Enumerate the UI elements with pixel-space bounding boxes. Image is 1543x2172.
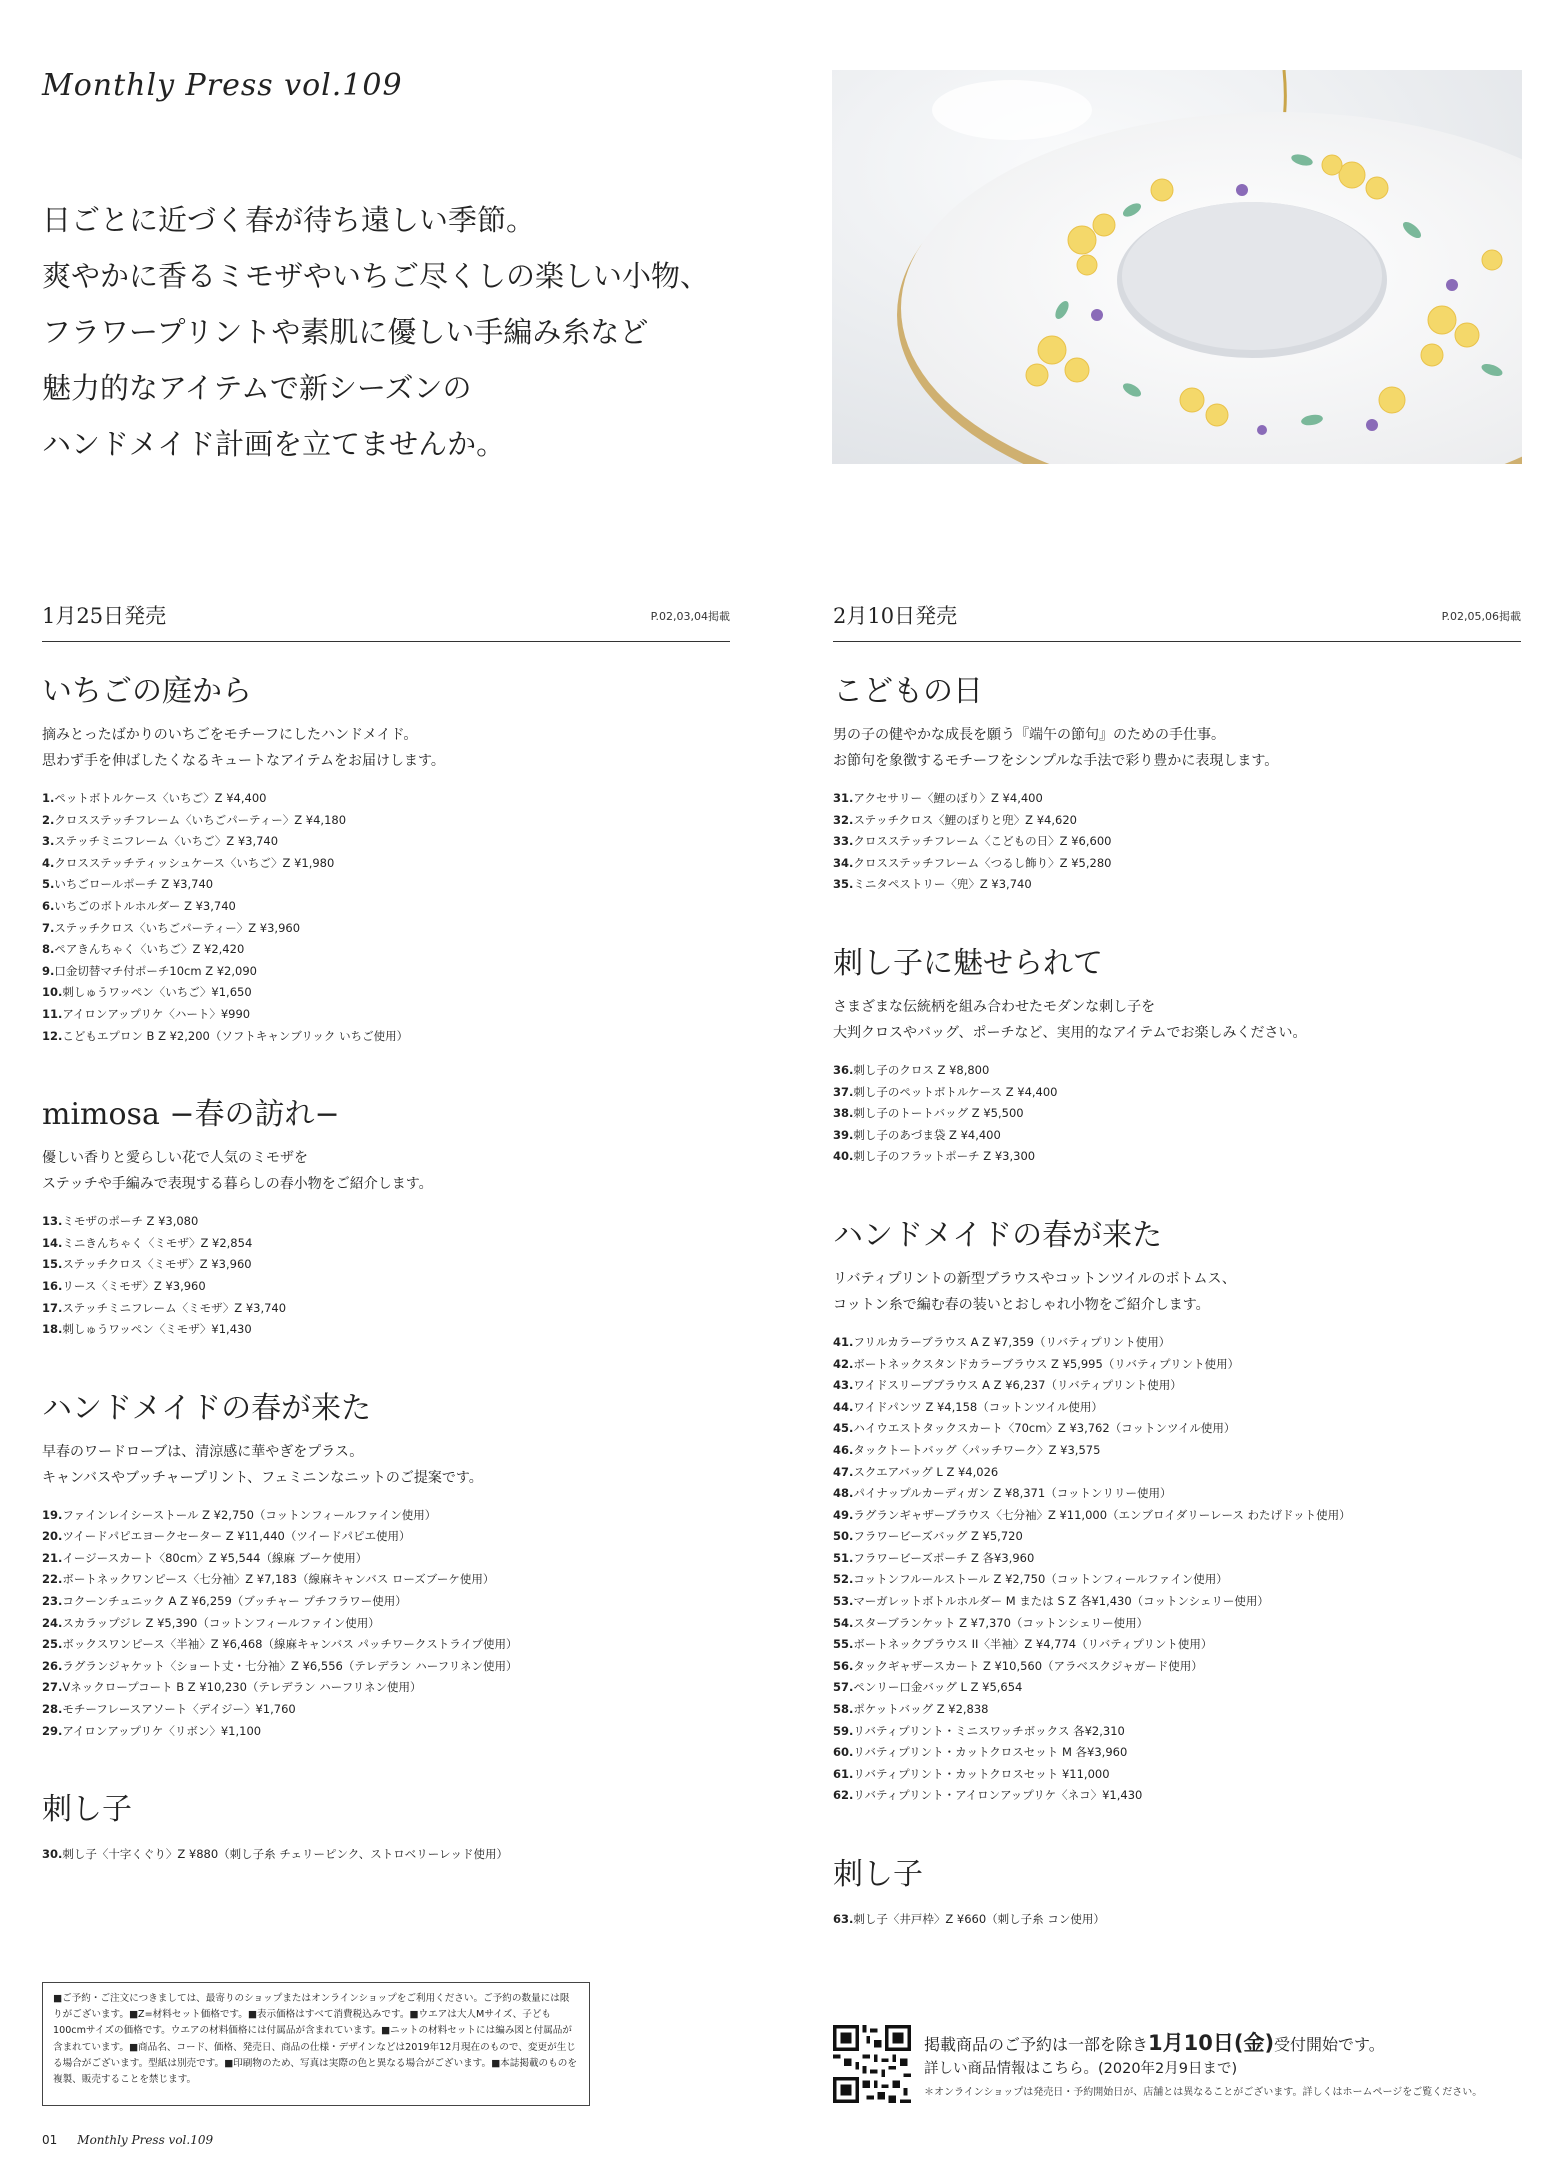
item-text: 刺し子〈井戸枠〉Z ¥660（刺し子糸 コン使用） — [853, 1912, 1105, 1926]
item-text: 口金切替マチ付ポーチ10cm Z ¥2,090 — [54, 963, 257, 978]
section-title: ハンドメイドの春が来た — [833, 1217, 1163, 1253]
description-line: 男の子の健やかな成長を願う『端午の節句』のための手仕事。 — [833, 727, 1225, 743]
description-line: ステッチや手編みで表現する暮らしの春小物をご紹介します。 — [42, 1176, 433, 1193]
item-number: 61. — [833, 1766, 854, 1781]
masthead: Monthly Press vol.109 — [42, 68, 403, 103]
release-date: 1月25日発売 — [42, 604, 167, 628]
item-number: 5. — [42, 877, 55, 892]
item-text: 刺し子〈十字くぐり〉Z ¥880（刺し子糸 チェリーピンク、ストロベリーレッド使用） — [62, 1847, 508, 1862]
item-text: モチーフレースアソート〈デイジー〉¥1,760 — [62, 1702, 296, 1717]
item-text: ファインレイシーストール Z ¥2,750（コットンフィールファイン使用） — [62, 1507, 437, 1522]
release-date: 2月10日発売 — [833, 604, 958, 628]
item-number: 22. — [42, 1572, 63, 1587]
product-item — [833, 1569, 1521, 1591]
product-item — [42, 918, 730, 940]
product-list — [42, 1505, 730, 1743]
product-item — [833, 1125, 1521, 1147]
product-item — [42, 961, 730, 983]
item-text: クロスステッチフレーム〈つるし飾り〉Z ¥5,280 — [853, 855, 1112, 870]
product-item — [833, 788, 1521, 810]
item-text: ステッチクロス〈ミモザ〉Z ¥3,960 — [62, 1257, 252, 1272]
description-line: 早春のワードローブは、清涼感に華やぎをプラス。 — [42, 1443, 364, 1460]
item-text: リバティプリント・カットクロスセット M 各¥3,960 — [853, 1745, 1128, 1760]
item-number: 39. — [833, 1127, 854, 1142]
item-text: ステッチクロス〈いちごパーティー〉Z ¥3,960 — [54, 920, 301, 935]
product-section — [833, 1216, 1521, 1807]
product-item — [833, 1483, 1521, 1505]
product-item — [833, 1699, 1521, 1721]
product-item — [42, 1844, 730, 1866]
item-number: 52. — [833, 1572, 854, 1587]
product-section — [42, 1389, 730, 1743]
product-item — [833, 1397, 1521, 1419]
item-text: アクセサリー〈鯉のぼり〉Z ¥4,400 — [853, 791, 1043, 805]
item-text: 刺しゅうワッペン〈いちご〉¥1,650 — [62, 985, 252, 1000]
description-line: 大判クロスやバッグ、ポーチなど、実用的なアイテムでお楽しみください。 — [833, 1024, 1307, 1041]
item-text: リース〈ミモザ〉Z ¥3,960 — [62, 1278, 206, 1293]
product-item — [833, 1418, 1521, 1440]
product-item — [833, 1332, 1521, 1354]
product-item — [42, 1026, 730, 1048]
item-text: スカラップジレ Z ¥5,390（コットンフィールファイン使用） — [62, 1615, 380, 1630]
product-item — [42, 853, 730, 875]
item-text: いちごのボトルホルダー Z ¥3,740 — [54, 898, 236, 913]
product-item — [42, 874, 730, 896]
item-number: 18. — [42, 1322, 63, 1337]
item-number: 49. — [833, 1507, 854, 1522]
item-number: 42. — [833, 1356, 854, 1371]
product-item — [833, 1082, 1521, 1104]
item-text: ラグランジャケット〈ショート丈・七分袖〉Z ¥6,556（テレデラン ハーフリネン使用） — [62, 1658, 518, 1673]
item-text: タックトートバッグ〈パッチワーク〉Z ¥3,575 — [853, 1442, 1101, 1457]
product-item — [833, 1677, 1521, 1699]
product-section — [42, 672, 730, 1047]
section-title: 刺し子 — [833, 1857, 923, 1892]
section-description — [833, 994, 1521, 1046]
item-text: ボックスワンピース〈半袖〉Z ¥6,468（線麻キャンバス パッチワークストライプ使用） — [62, 1637, 518, 1652]
product-list — [833, 1060, 1521, 1168]
item-text: リバティプリント・アイロンアップリケ〈ネコ〉¥1,430 — [853, 1788, 1143, 1803]
item-number: 50. — [833, 1529, 854, 1544]
intro-line: 爽やかに香るミモザやいちご尽くしの楽しい小物、 — [42, 259, 710, 293]
item-text: クロスステッチティッシュケース〈いちご〉Z ¥1,980 — [54, 855, 335, 870]
item-number: 47. — [833, 1464, 854, 1479]
product-item — [42, 1721, 730, 1743]
order-date: 1月10日(金) — [1148, 2031, 1275, 2055]
section-title: こどもの日 — [833, 674, 983, 709]
product-item — [833, 1103, 1521, 1125]
intro-line: 日ごとに近づく春が待ち遠しい季節。 — [42, 203, 536, 237]
item-text: ミニきんちゃく〈ミモザ〉Z ¥2,854 — [62, 1235, 253, 1250]
item-text: イージースカート〈80cm〉Z ¥5,544（線麻 ブーケ使用） — [62, 1550, 368, 1565]
section-description — [42, 1145, 730, 1197]
item-text: ボートネックブラウス II〈半袖〉Z ¥4,774（リバティプリント使用） — [853, 1637, 1213, 1652]
item-number: 35. — [833, 877, 854, 892]
item-number: 14. — [42, 1235, 63, 1250]
description-line: コットン糸で編む春の装いとおしゃれ小物をご紹介します。 — [833, 1296, 1210, 1313]
item-number: 56. — [833, 1658, 854, 1673]
intro-line: 魅力的なアイテムで新シーズンの — [42, 371, 472, 405]
product-item — [833, 1548, 1521, 1570]
qr-code-icon[interactable] — [833, 2025, 911, 2103]
section-description — [42, 1439, 730, 1491]
item-text: ラグランギャザーブラウス〈七分袖〉Z ¥11,000（エンブロイダリーレース わたげドット使用） — [853, 1507, 1351, 1522]
section-description — [833, 1266, 1521, 1318]
product-item — [42, 939, 730, 961]
item-text: コットンフルールストール Z ¥2,750（コットンフィールファイン使用） — [853, 1572, 1228, 1587]
section-title: いちごの庭から — [42, 674, 252, 709]
product-item — [42, 831, 730, 853]
item-number: 6. — [42, 898, 55, 913]
product-section — [42, 1095, 730, 1341]
product-item — [833, 1591, 1521, 1613]
product-item — [833, 1060, 1521, 1082]
product-item — [42, 1569, 730, 1591]
product-item — [833, 1462, 1521, 1484]
item-number: 58. — [833, 1702, 854, 1717]
item-text: 刺し子のフラットポーチ Z ¥3,300 — [853, 1149, 1036, 1164]
item-text: ステッチクロス〈鯉のぼりと兜〉Z ¥4,620 — [853, 812, 1077, 827]
item-text: ハイウエストタックスカート〈70cm〉Z ¥3,762（コットンツイル使用） — [853, 1421, 1236, 1436]
product-item — [42, 896, 730, 918]
item-number: 21. — [42, 1550, 63, 1565]
description-line: さまざまな伝統柄を組み合わせたモダンな刺し子を — [833, 998, 1156, 1015]
product-item — [833, 831, 1521, 853]
page-reference: P.02,03,04掲載 — [650, 610, 730, 623]
product-item — [833, 1742, 1521, 1764]
item-text: クロスステッチフレーム〈こどもの日〉Z ¥6,600 — [853, 834, 1112, 849]
product-item — [833, 1146, 1521, 1168]
item-number: 7. — [42, 920, 55, 935]
product-item — [833, 1505, 1521, 1527]
product-item — [833, 810, 1521, 832]
product-item — [833, 1613, 1521, 1635]
wreath-illustration — [832, 70, 1522, 464]
item-number: 63. — [833, 1912, 854, 1926]
item-number: 40. — [833, 1149, 854, 1164]
item-text: ステッチミニフレーム〈ミモザ〉Z ¥3,740 — [62, 1300, 287, 1315]
description-line: リバティプリントの新型ブラウスやコットンツイルのボトムス、 — [833, 1270, 1236, 1287]
item-text: タックギャザースカート Z ¥10,560（アラベスクジャガード使用） — [853, 1658, 1203, 1673]
item-number: 10. — [42, 985, 63, 1000]
item-text: フリルカラーブラウス A Z ¥7,359（リバティプリント使用） — [853, 1334, 1171, 1349]
left-sections — [42, 672, 730, 1866]
item-text: 刺し子のトートバッグ Z ¥5,500 — [853, 1106, 1024, 1121]
item-number: 28. — [42, 1702, 63, 1717]
order-text: 受付開始です。 — [1274, 2035, 1385, 2054]
item-text: ミニタペストリー〈兜〉Z ¥3,740 — [853, 877, 1032, 892]
item-number: 43. — [833, 1378, 854, 1393]
item-text: リバティプリント・カットクロスセット ¥11,000 — [853, 1766, 1110, 1781]
item-text: 刺し子のペットボトルケース Z ¥4,400 — [853, 1084, 1058, 1099]
product-item — [833, 1764, 1521, 1786]
right-sections — [833, 672, 1521, 1931]
qr-code-graphic — [833, 2025, 911, 2103]
order-info — [924, 2030, 1524, 2100]
item-text: Vネックロープコート B Z ¥10,230（テレデラン ハーフリネン使用） — [62, 1680, 422, 1695]
item-number: 34. — [833, 855, 854, 870]
item-number: 41. — [833, 1334, 854, 1349]
release-header — [42, 598, 730, 642]
intro-line: ハンドメイド計画を立てませんか。 — [42, 427, 506, 461]
section-title: 刺し子に魅せられて — [833, 945, 1103, 981]
product-list — [42, 1211, 730, 1341]
item-text: 刺し子のクロス Z ¥8,800 — [853, 1062, 990, 1077]
item-text: ペットボトルケース〈いちご〉Z ¥4,400 — [54, 791, 267, 805]
item-text: アイロンアップリケ〈ハート〉¥990 — [62, 1006, 251, 1021]
item-number: 54. — [833, 1615, 854, 1630]
item-number: 20. — [42, 1529, 63, 1544]
page-footer — [42, 2133, 213, 2147]
description-line: 優しい香りと愛らしい花で人気のミモザを — [42, 1150, 308, 1167]
item-text: ツイードパピエヨークセーター Z ¥11,440（ツイードパピエ使用） — [62, 1529, 411, 1544]
item-number: 17. — [42, 1300, 63, 1315]
item-number: 48. — [833, 1486, 854, 1501]
product-item — [42, 1526, 730, 1548]
item-number: 59. — [833, 1723, 854, 1738]
item-number: 36. — [833, 1062, 854, 1077]
item-number: 8. — [42, 942, 55, 957]
product-section — [42, 1790, 730, 1866]
product-section — [833, 944, 1521, 1168]
product-item — [833, 853, 1521, 875]
release-header — [833, 598, 1521, 642]
description-line: お節句を象徴するモチーフをシンプルな手法で彩り豊かに表現します。 — [833, 753, 1279, 769]
item-number: 62. — [833, 1788, 854, 1803]
item-text: フラワービーズバッグ Z ¥5,720 — [853, 1529, 1023, 1544]
product-item — [42, 1254, 730, 1276]
footer-title: Monthly Press vol.109 — [77, 2133, 214, 2147]
item-text: こどもエプロン B Z ¥2,200（ソフトキャンブリック いちご使用） — [62, 1028, 409, 1043]
item-number: 51. — [833, 1550, 854, 1565]
order-headline — [924, 2030, 1524, 2058]
item-number: 55. — [833, 1637, 854, 1652]
item-number: 9. — [42, 963, 55, 978]
item-text: いちごロールポーチ Z ¥3,740 — [54, 877, 214, 892]
product-item — [42, 1634, 730, 1656]
product-item — [833, 1375, 1521, 1397]
item-text: 刺し子のあづま袋 Z ¥4,400 — [853, 1127, 1001, 1142]
order-text: 掲載商品のご予約は一部を除き — [924, 2035, 1149, 2054]
intro-line: フラワープリントや素肌に優しい手編み糸など — [42, 315, 649, 349]
item-number: 38. — [833, 1106, 854, 1121]
item-number: 15. — [42, 1257, 63, 1272]
notice-box: ■ご予約・ご注文につきましては、最寄りのショップまたはオンラインショップをご利用ください。ご予約の数量には限りがございます。■Z=材料セット価格です。■表示価格はすべて消費税込みです。■ウエアは大人Mサイズ、子ども100cmサイズの価格です。ウエアの材料価格には付属品が含まれています。■ニットの材料セットには編み図と付属品が含まれています。■商品名、コード、価格、発売日、商品の仕様・デザインなどは2019年12月現在のもので、変更が生じる場合がございます。型紙は別売です。■印刷物のため、写真は実際の色と異なる場合がございます。■本誌掲載のものを複製、販売することを禁じます。 — [42, 1982, 590, 2106]
product-item — [42, 1505, 730, 1527]
section-title: ハンドメイドの春が来た — [42, 1390, 372, 1426]
section-description — [42, 722, 730, 774]
product-item — [42, 982, 730, 1004]
item-number: 37. — [833, 1084, 854, 1099]
item-number: 57. — [833, 1680, 854, 1695]
product-item — [833, 1440, 1521, 1462]
item-text: クロスステッチフレーム〈いちごパーティー〉Z ¥4,180 — [54, 812, 347, 827]
description-line: 思わず手を伸ばしたくなるキュートなアイテムをお届けします。 — [42, 753, 445, 769]
right-column — [833, 598, 1521, 1931]
description-line: 摘みとったばかりのいちごをモチーフにしたハンドメイド。 — [42, 727, 418, 743]
page-number: 01 — [42, 2133, 58, 2147]
item-number: 32. — [833, 812, 854, 827]
page-reference: P.02,05,06掲載 — [1441, 610, 1521, 623]
item-number: 46. — [833, 1442, 854, 1457]
product-item — [42, 1319, 730, 1341]
product-item — [42, 1298, 730, 1320]
item-number: 2. — [42, 812, 55, 827]
item-text: ワイドパンツ Z ¥4,158（コットンツイル使用） — [853, 1399, 1103, 1414]
product-item — [833, 1526, 1521, 1548]
item-text: ミモザのポーチ Z ¥3,080 — [62, 1214, 199, 1229]
product-section — [833, 672, 1521, 896]
item-text: ワイドスリーブブラウス A Z ¥6,237（リバティプリント使用） — [853, 1378, 1182, 1393]
item-number: 23. — [42, 1594, 63, 1609]
item-text: スターブランケット Z ¥7,370（コットンシェリー使用） — [853, 1615, 1149, 1630]
product-item — [833, 1634, 1521, 1656]
item-number: 45. — [833, 1421, 854, 1436]
item-number: 3. — [42, 834, 55, 849]
product-list — [42, 1844, 730, 1866]
item-text: マーガレットボトルホルダー M または S Z 各¥1,430（コットンシェリー使用） — [853, 1594, 1269, 1609]
item-text: フラワービーズポーチ Z 各¥3,960 — [853, 1550, 1035, 1565]
item-number: 29. — [42, 1723, 63, 1738]
item-number: 24. — [42, 1615, 63, 1630]
item-number: 12. — [42, 1028, 63, 1043]
product-list — [833, 1909, 1521, 1931]
item-text: ペンリー口金バッグ L Z ¥5,654 — [853, 1680, 1023, 1695]
item-number: 33. — [833, 834, 854, 849]
product-section — [833, 1855, 1521, 1931]
left-column — [42, 598, 730, 1866]
section-description — [833, 722, 1521, 774]
product-item — [833, 874, 1521, 896]
product-item — [833, 1721, 1521, 1743]
item-text: 刺しゅうワッペン〈ミモザ〉¥1,430 — [62, 1322, 252, 1337]
item-number: 60. — [833, 1745, 854, 1760]
product-item — [42, 1656, 730, 1678]
item-number: 19. — [42, 1507, 63, 1522]
product-list — [42, 788, 730, 1047]
item-number: 16. — [42, 1278, 63, 1293]
product-item — [42, 1591, 730, 1613]
product-item — [42, 1699, 730, 1721]
product-item — [42, 1677, 730, 1699]
section-title: mimosa −春の訪れ− — [42, 1097, 340, 1133]
order-note: ＊オンラインショップは発売日・予約開始日が、店舗とは異なることがございます。詳しくはホームページをご覧ください。 — [924, 2087, 1483, 2098]
product-list — [833, 788, 1521, 896]
product-item — [833, 1909, 1521, 1931]
item-text: リバティプリント・ミニスワッチボックス 各¥2,310 — [853, 1723, 1125, 1738]
product-item — [42, 1548, 730, 1570]
item-number: 27. — [42, 1680, 63, 1695]
description-line: キャンバスやブッチャープリント、フェミニンなニットのご提案です。 — [42, 1469, 483, 1486]
product-item — [42, 1233, 730, 1255]
product-item — [42, 1211, 730, 1233]
item-number: 44. — [833, 1399, 854, 1414]
item-number: 1. — [42, 791, 55, 805]
item-number: 53. — [833, 1594, 854, 1609]
item-number: 26. — [42, 1658, 63, 1673]
product-item — [42, 810, 730, 832]
product-list — [833, 1332, 1521, 1807]
intro-text — [42, 192, 822, 472]
item-text: コクーンチュニック A Z ¥6,259（ブッチャー プチフラワー使用） — [62, 1594, 407, 1609]
order-detail-link[interactable]: 詳しい商品情報はこちら。(2020年2月9日まで) — [924, 2061, 1238, 2077]
item-text: スクエアバッグ L Z ¥4,026 — [853, 1464, 999, 1479]
hero-photo-mimosa-wreath — [832, 70, 1522, 464]
item-text: パイナップルカーディガン Z ¥8,371（コットンリリー使用） — [853, 1486, 1172, 1501]
item-number: 31. — [833, 791, 854, 805]
item-text: アイロンアップリケ〈リボン〉¥1,100 — [62, 1723, 262, 1738]
item-number: 11. — [42, 1006, 63, 1021]
product-item — [833, 1785, 1521, 1807]
item-text: ポケットバッグ Z ¥2,838 — [853, 1702, 989, 1717]
product-item — [42, 1004, 730, 1026]
product-item — [42, 788, 730, 810]
item-number: 30. — [42, 1847, 63, 1862]
item-text: ステッチミニフレーム〈いちご〉Z ¥3,740 — [54, 834, 279, 849]
product-item — [833, 1354, 1521, 1376]
item-text: ボートネックスタンドカラーブラウス Z ¥5,995（リバティプリント使用） — [853, 1356, 1240, 1371]
item-text: ペアきんちゃく〈いちご〉Z ¥2,420 — [54, 942, 245, 957]
item-text: ボートネックワンピース〈七分袖〉Z ¥7,183（線麻キャンバス ローズブーケ使用） — [62, 1572, 495, 1587]
item-number: 25. — [42, 1637, 63, 1652]
product-item — [42, 1613, 730, 1635]
section-title: 刺し子 — [42, 1792, 132, 1828]
item-number: 13. — [42, 1214, 63, 1229]
item-number: 4. — [42, 855, 55, 870]
product-item — [833, 1656, 1521, 1678]
product-item — [42, 1276, 730, 1298]
